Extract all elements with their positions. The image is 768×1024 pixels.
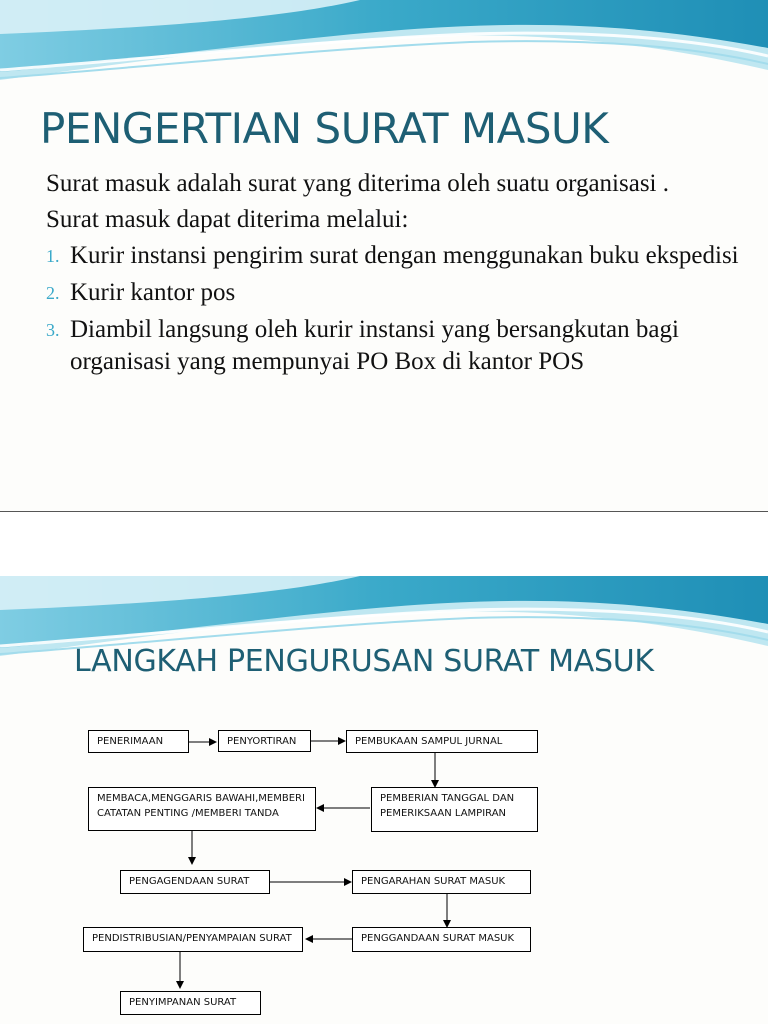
- list-number: 1.: [46, 246, 60, 266]
- list-item: [46, 240, 746, 272]
- list-number: 3.: [46, 320, 60, 340]
- flow-step-penggandaan: PENGGANDAAN SURAT MASUK: [352, 927, 531, 952]
- flow-step-penyortiran: PENYORTIRAN: [218, 730, 311, 752]
- flow-step-pembukaan-sampul: PEMBUKAAN SAMPUL JURNAL: [346, 730, 538, 753]
- flow-step-pengagendaan: PENGAGENDAAN SURAT: [120, 870, 270, 894]
- flow-step-pendistribusian: PENDISTRIBUSIAN/PENYAMPAIAN SURAT: [83, 927, 303, 952]
- section-title: LANGKAH PENGURUSAN SURAT MASUK: [74, 644, 654, 679]
- flow-step-penerimaan: PENERIMAAN: [88, 730, 189, 753]
- definition-paragraph: Surat masuk adalah surat yang diterima oleh suatu organisasi .: [46, 170, 669, 197]
- list-number: 2.: [46, 283, 60, 303]
- slide-2: [0, 576, 768, 1024]
- list-item: [46, 277, 746, 309]
- flow-step-penyimpanan: PENYIMPANAN SURAT: [120, 991, 261, 1015]
- intro-paragraph: Surat masuk dapat diterima melalui:: [46, 206, 409, 233]
- list-item-text: Diambil langsung oleh kurir instansi yang bersangkutan bagi organisasi yang mempunyai PO Box di kantor POS: [70, 316, 679, 375]
- slide-body: [46, 168, 746, 383]
- list-item-text: Kurir instansi pengirim surat dengan menggunakan buku ekspedisi: [70, 242, 739, 269]
- flow-step-pemberian-tanggal: PEMBERIAN TANGGAL DAN PEMERIKSAAN LAMPIRAN: [371, 787, 538, 832]
- flow-step-pengarahan: PENGARAHAN SURAT MASUK: [352, 870, 531, 894]
- list-item-text: Kurir kantor pos: [70, 279, 236, 306]
- flow-step-membaca: MEMBACA,MENGGARIS BAWAHI,MEMBERI CATATAN PENTING /MEMBERI TANDA: [88, 787, 316, 831]
- page-title: PENGERTIAN SURAT MASUK: [40, 104, 609, 153]
- list-item: [46, 314, 746, 378]
- wave-decoration: [0, 0, 768, 100]
